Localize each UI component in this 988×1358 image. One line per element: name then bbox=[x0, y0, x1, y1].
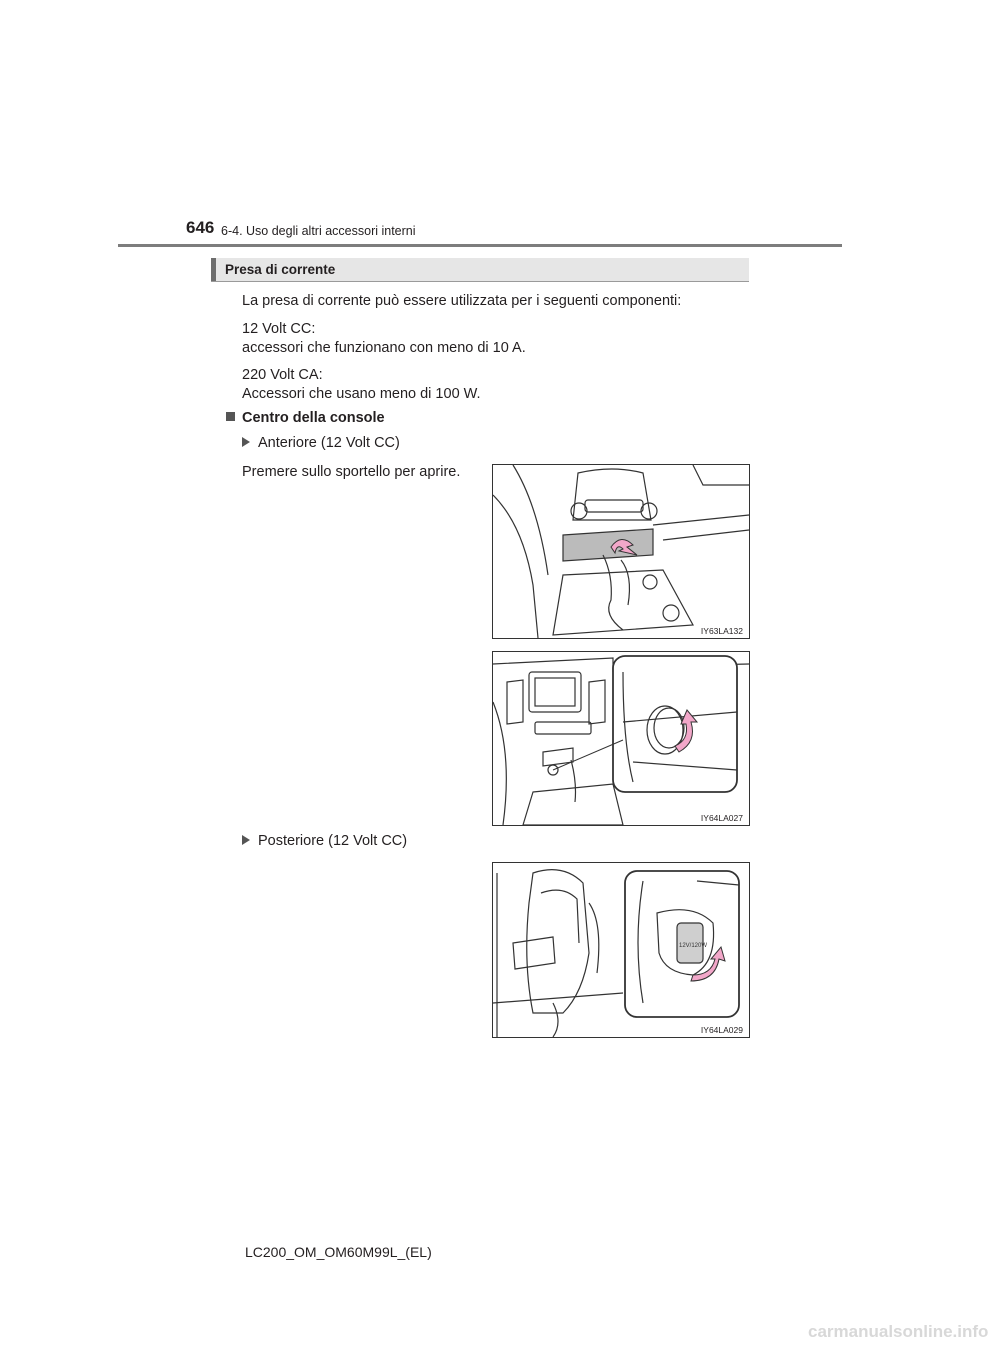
front-socket-label: Anteriore (12 Volt CC) bbox=[242, 434, 400, 453]
header-divider bbox=[118, 244, 842, 247]
figure-code: IY63LA132 bbox=[700, 626, 743, 636]
ac-description: Accessori che usano meno di 100 W. bbox=[242, 386, 481, 402]
triangle-bullet-icon bbox=[242, 835, 250, 845]
square-bullet-icon bbox=[226, 412, 235, 421]
triangle-bullet-icon bbox=[242, 437, 250, 447]
section-heading-box bbox=[211, 258, 749, 282]
document-code: LC200_OM_OM60M99L_(EL) bbox=[245, 1244, 432, 1260]
front-socket-cap-illustration-icon bbox=[493, 652, 749, 825]
page-number: 646 bbox=[186, 218, 215, 237]
figure-code: IY64LA029 bbox=[700, 1025, 743, 1035]
console-door-illustration-icon bbox=[493, 465, 749, 638]
watermark: carmanualsonline.info bbox=[808, 1322, 988, 1341]
front-instruction: Premere sullo sportello per aprire. bbox=[242, 464, 461, 480]
svg-text:12V/120W: 12V/120W bbox=[679, 943, 708, 949]
chapter-title: 6-4. Uso degli altri accessori interni bbox=[221, 224, 416, 238]
figure-front-socket bbox=[492, 651, 750, 826]
rear-socket-label: Posteriore (12 Volt CC) bbox=[242, 832, 407, 851]
section-heading: Presa di corrente bbox=[225, 262, 336, 277]
ac-label: 220 Volt CA: bbox=[242, 367, 323, 383]
dc-label: 12 Volt CC: bbox=[242, 321, 316, 337]
figure-code: IY64LA027 bbox=[700, 813, 743, 823]
section-heading-bar bbox=[211, 258, 216, 281]
figure-console-door bbox=[492, 464, 750, 639]
dc-description: accessori che funzionano con meno di 10 A. bbox=[242, 340, 526, 356]
rear-socket-cap-illustration-icon bbox=[493, 863, 749, 1037]
subheading-console: Centro della console bbox=[226, 409, 385, 428]
figure-rear-socket bbox=[492, 862, 750, 1038]
intro-text: La presa di corrente può essere utilizzata per i seguenti componenti: bbox=[242, 293, 682, 309]
